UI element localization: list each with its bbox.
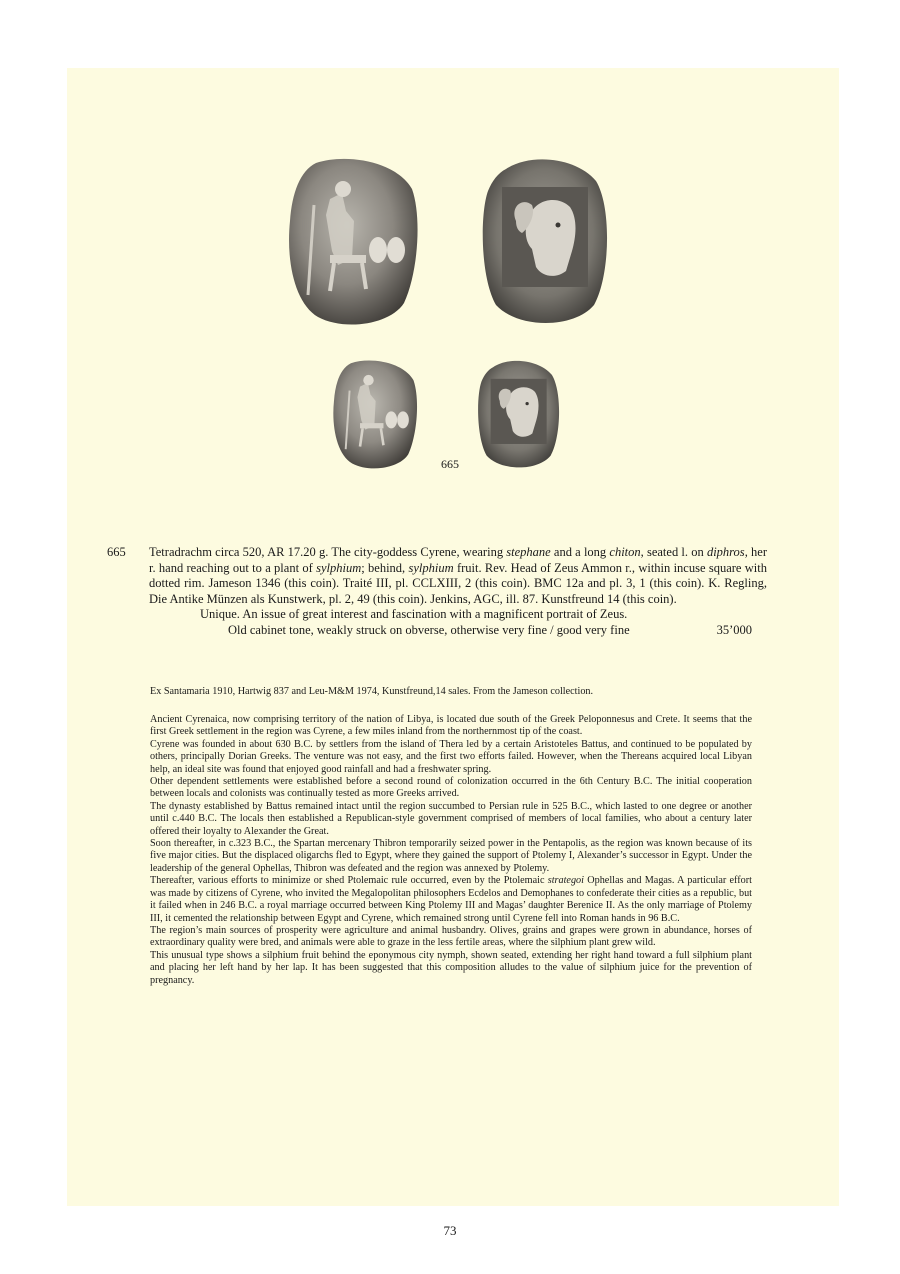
lot-condition-row [228, 623, 752, 639]
coin-obverse-small [331, 358, 419, 470]
essay-paragraph: The dynasty established by Battus remained intact until the region succumbed to Persian rule in 525 B.C., which lasted to one degree or another until c.440 B.C. The locals then established a Republican-style government comprised of members of local families, who about a century later offered their loyalty to Alexander the Great. [150, 800, 752, 837]
essay-paragraph: Other dependent settlements were established before a second round of colonization occurred in the 6th Century B.C. The initial cooperation between locals and colonists was continually tested as more Greeks arrived. [150, 776, 752, 800]
provenance-note: Ex Santamaria 1910, Hartwig 837 and Leu-M&M 1974, Kunstfreund,14 sales. From the Jameson collection. [150, 686, 594, 697]
essay-paragraph: Soon thereafter, in c.323 B.C., the Spartan mercenary Thibron temporarily seized power in the Pentapolis, as the region was known because of its five major cities. But the displaced oligarchs fled to Egypt, where they gained the support of Ptolemy I, Alexander’s successor in Egypt. Under the leadership of the general Ophellas, Thibron was defeated and the region was annexed by Ptolemy. [150, 838, 752, 874]
essay-paragraph: This unusual type shows a silphium fruit behind the eponymous city nymph, shown seated, extending her right hand toward a full silphium plant and placing her left hand by her lap. It has been suggested that this composition alludes to the value of silphium juice for the prevention of pregnancy. [150, 949, 752, 986]
lot-number: 665 [107, 545, 126, 559]
historical-essay [150, 714, 752, 987]
essay-paragraph: Thereafter, various efforts to minimize or shed Ptolemaic rule occurred, even by the Ptolemaic strategoi Ophellas and Magas. A particular effort was made by citizens of Cyrene, who invited the Megalopolitan philosophers Ecdelos and Demophanes to confederate their cities as a republic, but it failed when in 246 B.C. a royal marriage occurred between King Ptolemy III and Magas’ daughter Berenice II. As the only marriage of Ptolemy III, it cemented the relationship between Egypt and Cyrene, which remained strong until Cyrene fell into Roman hands in 96 B.C. [150, 875, 752, 924]
page-number: 73 [443, 1223, 457, 1238]
lot-description: Tetradrachm circa 520, AR 17.20 g. The city-goddess Cyrene, wearing stephane and a long chiton, seated l. on diphros, her r. hand reaching out to a plant of sylphium; behind, sylphium fruit. Rev. Head of Zeus Ammon r., within incuse square with dotted rim. Jameson 1346 (this coin). Traité III, pl. CCLXIII, 2 (this coin). BMC 12a and pl. 3, 1 (this coin). K. Regling, Die Antike Münzen als Kunstwerk, pl. 2, 49 (this coin). Jenkins, AGC, ill. 87. Kunstfreund 14 (this coin). [149, 545, 767, 606]
lot-remark: Unique. An issue of great interest and fascination with a magnificent portrait of Zeus. [200, 607, 628, 621]
essay-paragraph: Cyrene was founded in about 630 B.C. by settlers from the island of Thera led by a certain Aristoteles Battus, and continued to be populated by others, principally Dorian Greeks. The venture was not easy, and the first two efforts failed. However, when the Thereans acquired local Libyan help, an ideal site was found that enjoyed good rainfall and had a freshwater spring. [150, 738, 752, 775]
plate-number: 665 [441, 457, 459, 471]
coin-reverse-small [475, 357, 561, 471]
lot-estimate: 35’000 [716, 622, 752, 637]
essay-paragraph: Ancient Cyrenaica, now comprising territory of the nation of Libya, is located due south of the Greek Peloponnesus and Crete. It seems that the first Greek settlement in the region was Cyrene, a few miles inland from the northernmost tip of the coast. [150, 714, 752, 738]
lot-condition: Old cabinet tone, weakly struck on obverse, otherwise very fine / good very fine [228, 622, 630, 637]
coin-reverse-large [478, 155, 610, 327]
lot-entry [107, 545, 767, 638]
essay-paragraph: The region’s main sources of prosperity were agriculture and animal husbandry. Olives, grains and grapes were grown in abundance, horses of extraordinary quality were bred, and animals were able to graze in the less fertile areas, where the silphium plant grew wild. [150, 924, 752, 949]
coin-obverse-large [286, 155, 420, 327]
